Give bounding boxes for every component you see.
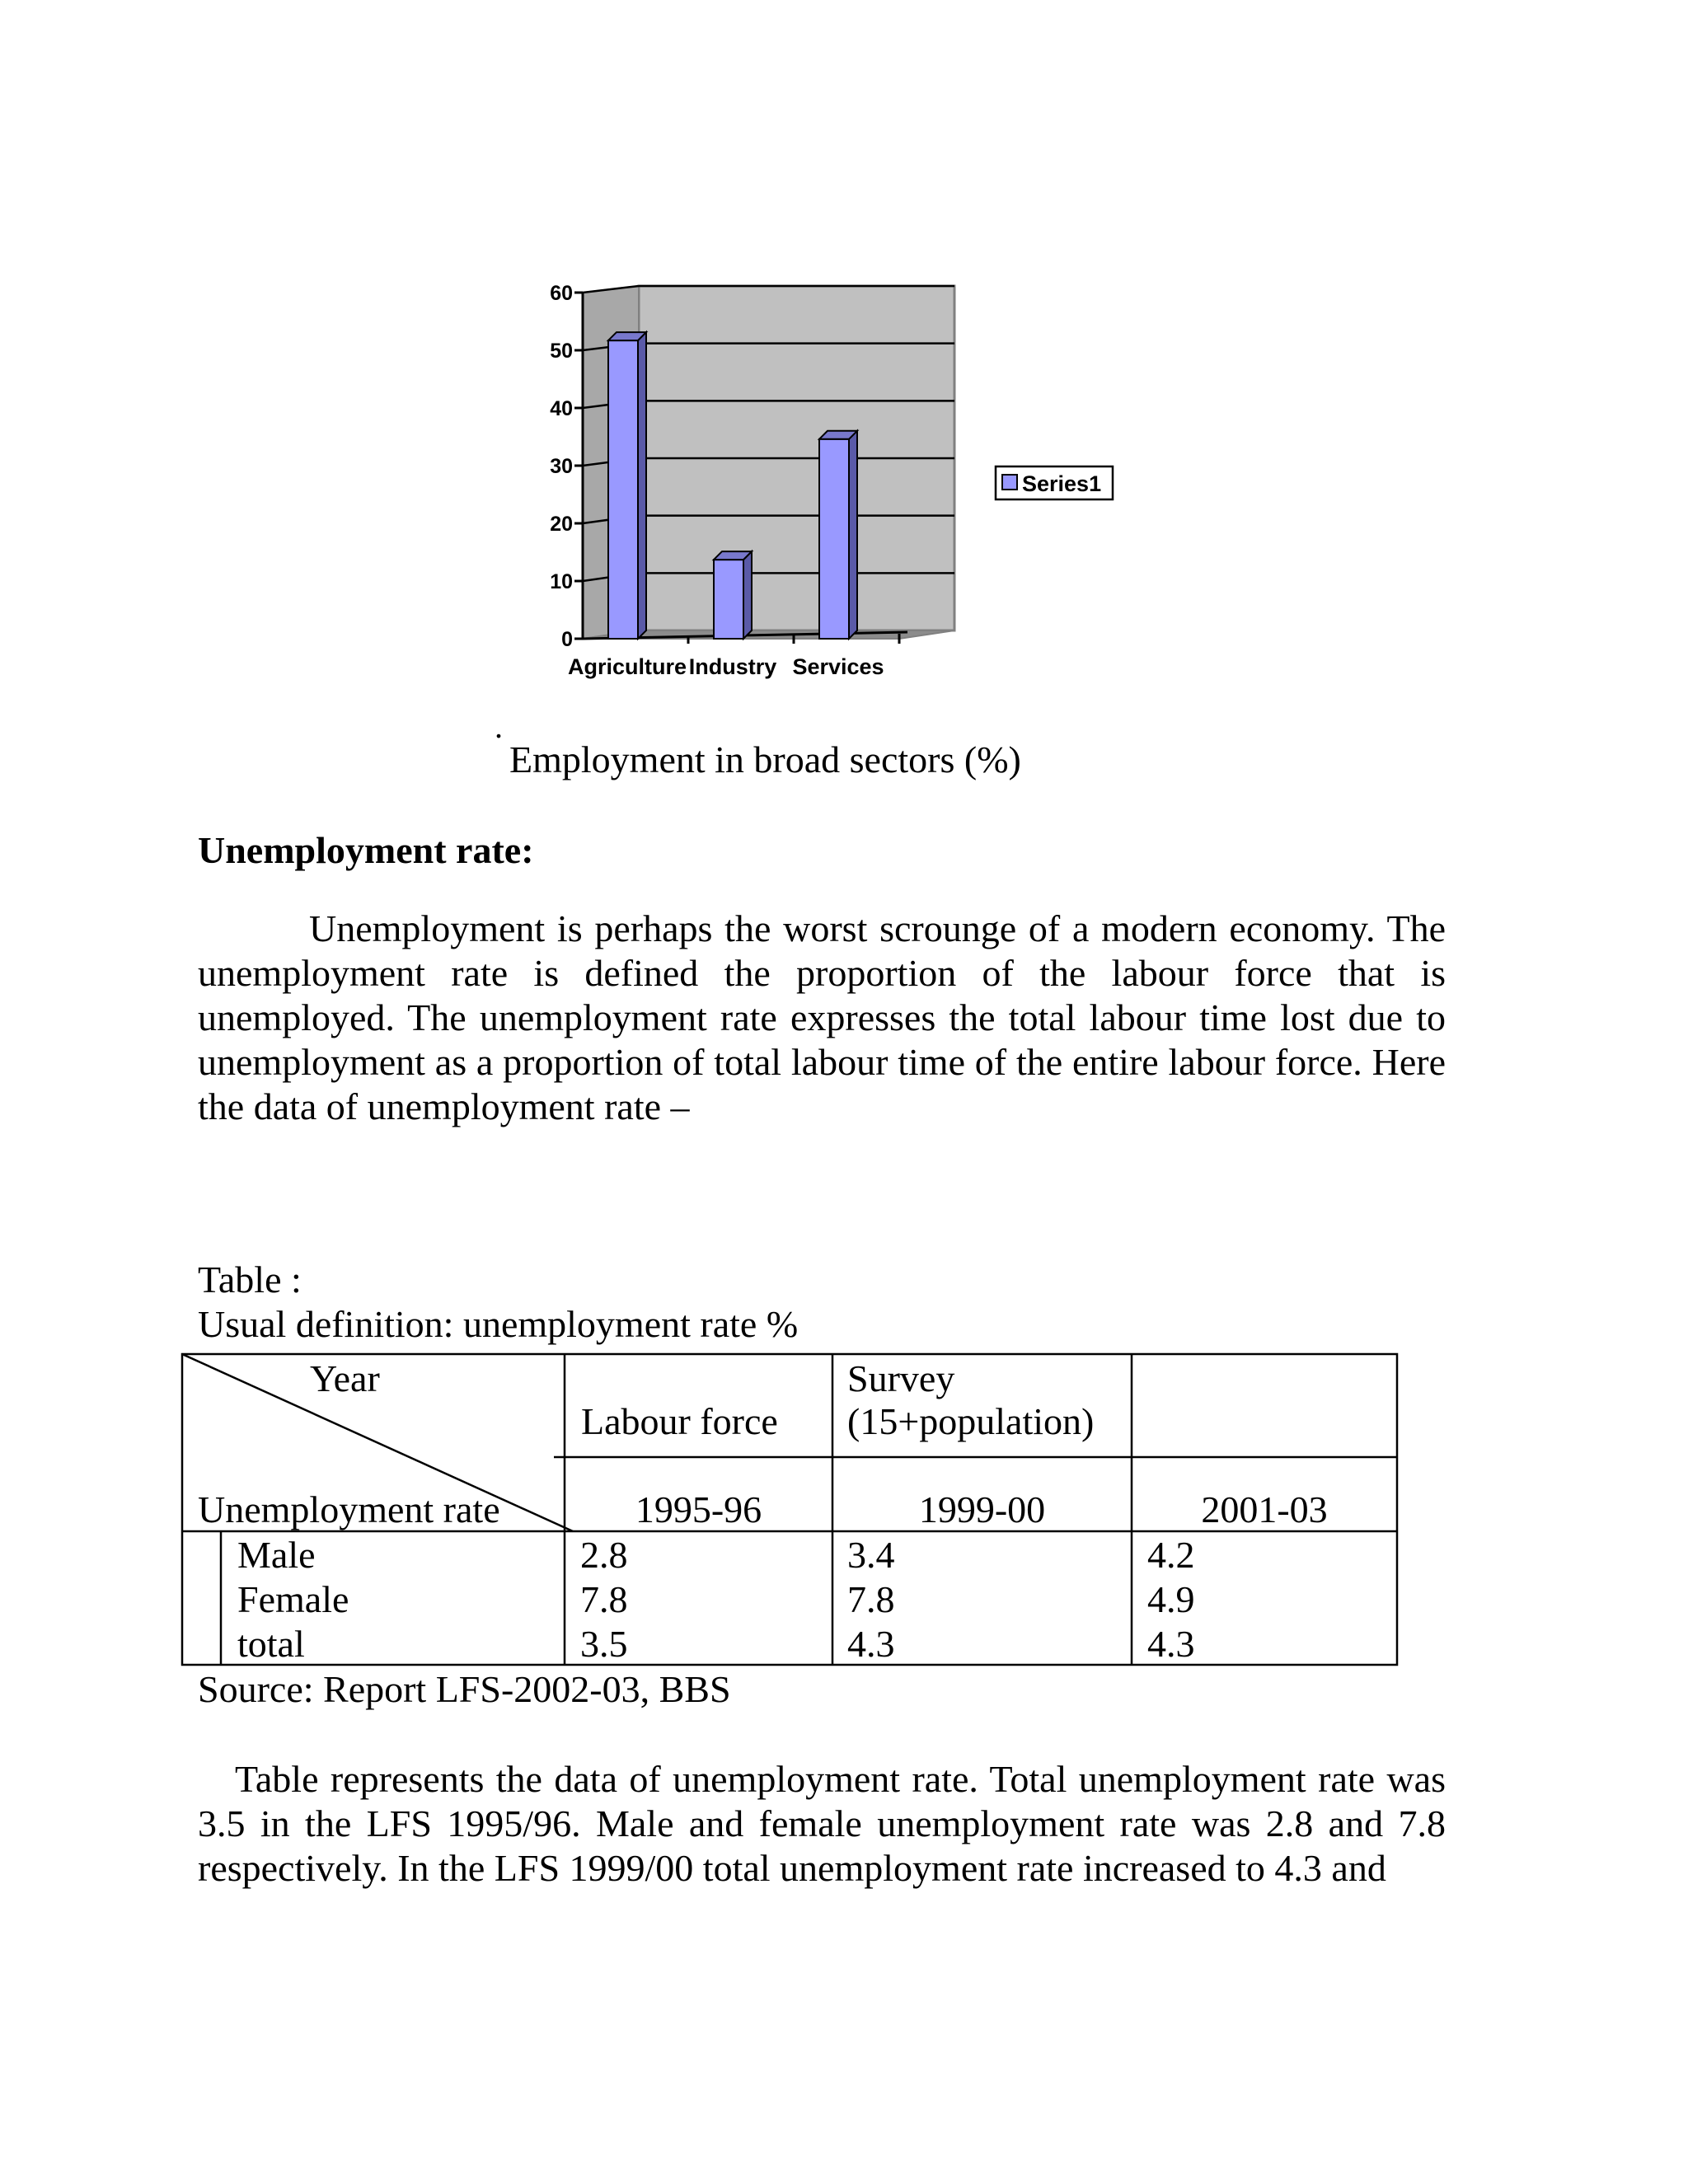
- x-tick-label: Agriculture: [567, 654, 687, 679]
- cell-male-2001: 4.2: [1147, 1534, 1195, 1576]
- header-survey-population: (15+population): [847, 1400, 1095, 1442]
- legend-swatch: [1002, 475, 1017, 490]
- y-tick-label: 0: [561, 628, 573, 651]
- header-labour-force: Labour force: [581, 1400, 778, 1442]
- cell-male-1999: 3.4: [847, 1534, 895, 1576]
- table-source: Source: Report LFS-2002-03, BBS: [198, 1668, 731, 1710]
- table-subtitle: Usual definition: unemployment rate %: [198, 1303, 799, 1345]
- paragraph-unemployment-definition: [198, 907, 1446, 1129]
- chart-caption: Employment in broad sectors (%): [509, 738, 1021, 780]
- header-year-1999-00: 1999-00: [918, 1488, 1046, 1530]
- y-tick-label: 30: [550, 455, 573, 478]
- x-tick-label: Industry: [688, 654, 777, 679]
- header-row-label: Unemployment rate: [198, 1488, 500, 1530]
- bar-agriculture: [608, 340, 638, 639]
- row-label-male: Male: [237, 1534, 316, 1576]
- row-label-total: total: [237, 1623, 305, 1665]
- y-tick-label: 10: [550, 570, 573, 593]
- section-heading: Unemployment rate:: [198, 829, 534, 871]
- cell-total-1999: 4.3: [847, 1623, 895, 1665]
- paragraph-table-description: [198, 1757, 1446, 1891]
- bar-side-services: [849, 431, 857, 639]
- cell-female-1995: 7.8: [580, 1578, 628, 1620]
- row-label-female: Female: [237, 1578, 349, 1620]
- cell-female-2001: 4.9: [1147, 1578, 1195, 1620]
- y-tick-label: 40: [550, 397, 573, 420]
- header-year-1995-96: 1995-96: [635, 1488, 762, 1530]
- y-tick-label: 20: [550, 513, 573, 536]
- cell-male-1995: 2.8: [580, 1534, 628, 1576]
- cell-total-2001: 4.3: [1147, 1623, 1195, 1665]
- paragraph-text: Unemployment is perhaps the worst scrounge of a modern economy. The unemployment rate is defined the proportion of the labour force that is unemployed. The unemployment rate expresses the total labour time lost due to unemployment as a proportion of total labour time of the entire labour force. Here the data of unemployment rate –: [198, 907, 1446, 1127]
- paragraph-text: Table represents the data of unemployment rate. Total unemployment rate was 3.5 in the LFS 1995/96. Male and female unemployment rate was 2.8 and 7.8 respectively. In the LFS 1999/00 total unemployment rate increased to 4.3 and: [198, 1758, 1446, 1889]
- x-tick-label: Services: [792, 654, 884, 679]
- cell-total-1995: 3.5: [580, 1623, 628, 1665]
- header-survey: Survey: [847, 1357, 955, 1399]
- stray-dot: .: [495, 708, 503, 745]
- table-label: Table :: [198, 1258, 302, 1301]
- header-year-2001-03: 2001-03: [1201, 1488, 1328, 1530]
- cell-female-1999: 7.8: [847, 1578, 895, 1620]
- header-year: Year: [310, 1357, 380, 1399]
- legend-label: Series1: [1022, 471, 1102, 496]
- bar-services: [819, 439, 849, 639]
- employment-bar-chart: [0, 0, 1688, 709]
- bar-side-agriculture: [638, 332, 646, 639]
- bar-side-industry: [743, 551, 752, 639]
- y-tick-label: 60: [550, 282, 573, 305]
- bar-industry: [714, 560, 743, 639]
- y-tick-label: 50: [550, 340, 573, 363]
- chart-legend: [996, 466, 1113, 499]
